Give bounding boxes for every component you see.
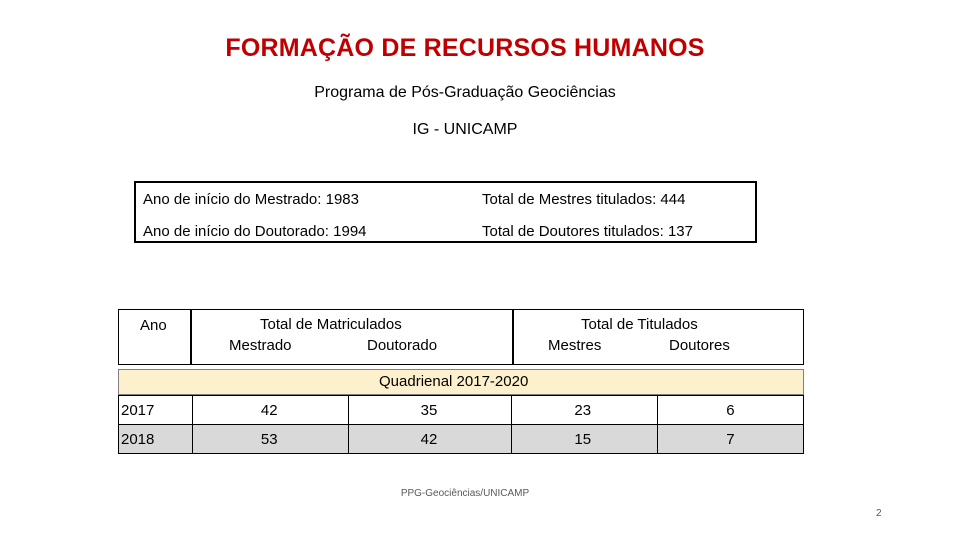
cell-matriculados-mestrado: 53 [192,425,348,454]
cell-matriculados-doutorado: 42 [348,425,512,454]
header-doutorado: Doutorado [367,337,438,354]
cell-ano: 2018 [119,425,193,454]
mestres-total: Total de Mestres titulados: 444 [482,191,686,208]
table-row [119,396,804,425]
cell-matriculados-mestrado: 42 [192,396,348,425]
cell-titulados-mestres: 15 [512,425,658,454]
cell-titulados-mestres: 23 [512,396,658,425]
doutorado-start-year: Ano de início do Doutorado: 1994 [143,223,367,240]
header-matriculados-cell [191,309,513,365]
header-ano-cell [118,309,191,365]
page-number: 2 [876,508,882,519]
summary-box [134,181,757,243]
period-band [118,369,804,395]
institution-label: IG - UNICAMP [412,121,518,138]
doutores-total: Total de Doutores titulados: 137 [482,223,693,240]
header-titulados: Total de Titulados [581,316,698,333]
mestrado-start-year: Ano de início do Mestrado: 1983 [143,191,359,208]
header-mestres: Mestres [548,337,602,354]
cell-titulados-doutores: 7 [658,425,804,454]
page-title: FORMAÇÃO DE RECURSOS HUMANOS [225,34,705,62]
source-footer: PPG-Geociências/UNICAMP [400,488,530,499]
header-matriculados: Total de Matriculados [260,316,402,333]
header-titulados-cell [513,309,804,365]
cell-matriculados-doutorado: 35 [348,396,512,425]
header-mestrado: Mestrado [229,337,292,354]
header-ano: Ano [140,317,167,334]
period-label: Quadrienal 2017-2020 [379,373,529,390]
data-table [118,395,804,454]
header-doutores: Doutores [669,337,730,354]
cell-titulados-doutores: 6 [658,396,804,425]
program-subtitle: Programa de Pós-Graduação Geociências [314,84,616,101]
cell-ano: 2017 [119,396,193,425]
table-row [119,425,804,454]
